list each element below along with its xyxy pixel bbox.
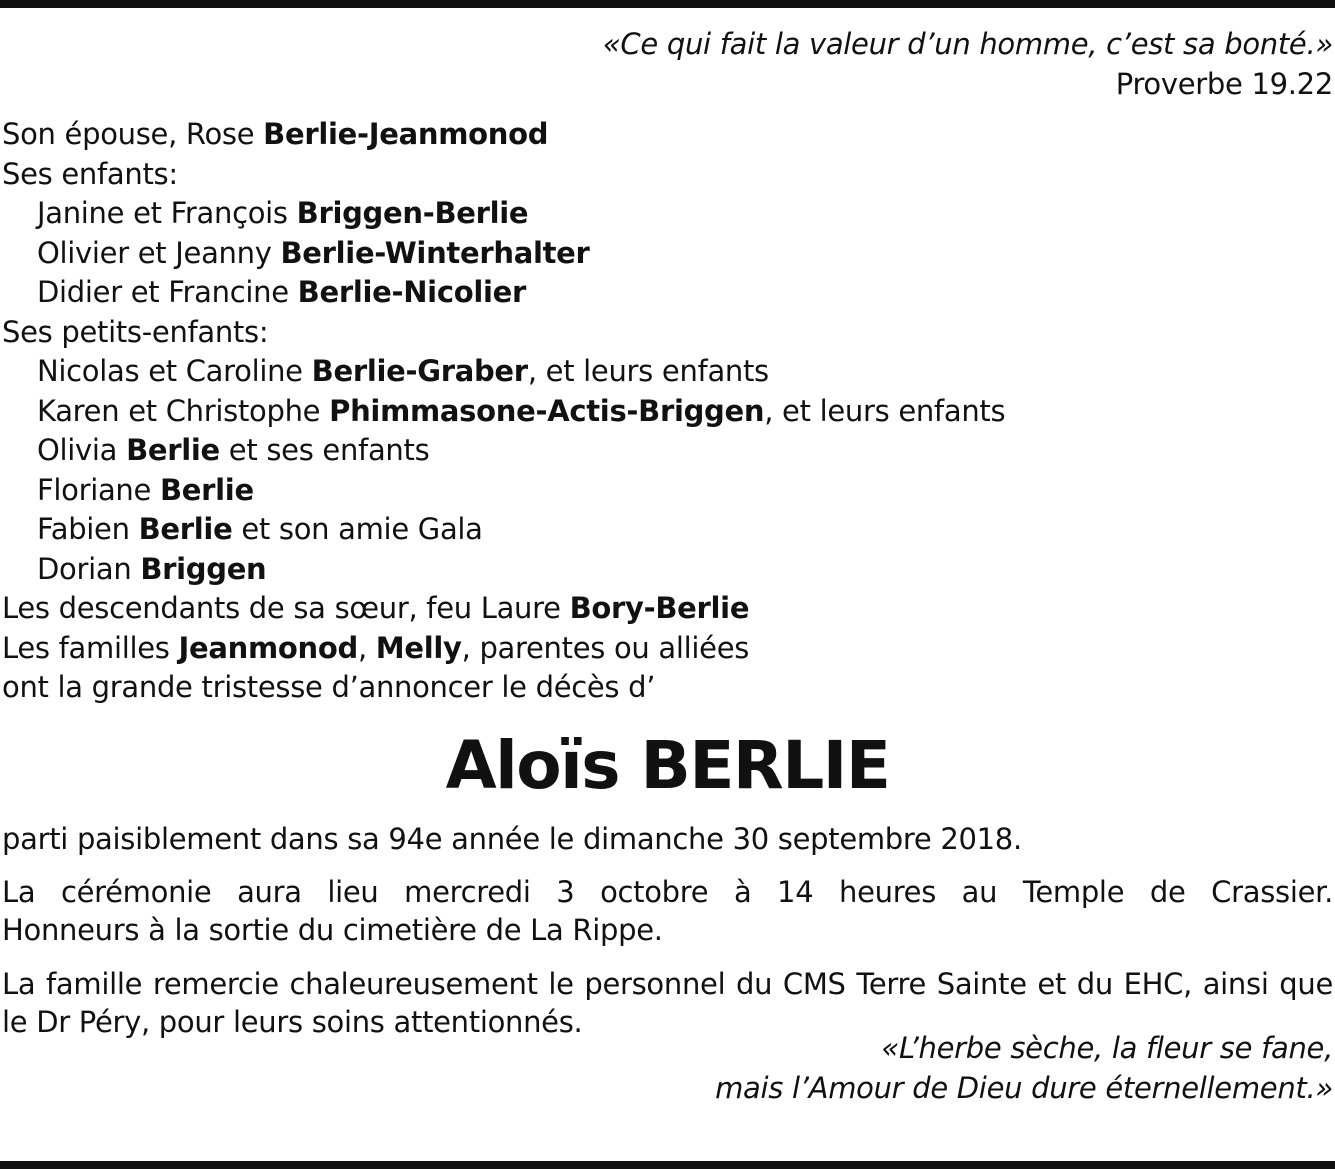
grandchild-surname: Phimmasone-Actis-Briggen (329, 393, 765, 428)
child-line: Didier et Francine Berlie-Nicolier (37, 275, 526, 309)
opening-quote-reference: Proverbe 19.22 (1115, 67, 1333, 101)
family-name-1: Jeanmonod (178, 630, 358, 665)
top-border-rule (0, 0, 1335, 8)
children-heading: Ses enfants: (2, 156, 178, 191)
grandchild-surname: Berlie (138, 512, 233, 546)
sister-surname: Bory-Berlie (569, 591, 750, 625)
child-line: Janine et François Briggen-Berlie (37, 196, 529, 230)
grandchild-surname: Berlie (159, 472, 254, 507)
passing-paragraph: parti paisiblement dans sa 94e année le dimanche 30 septembre 2018. (2, 822, 1022, 856)
thanks-paragraph: La famille remercie chaleureusement le personnel du CMS Terre Sainte et du EHC, ainsi que le Dr Péry, pour leurs soins attentionnés. (2, 967, 1333, 1039)
grandchildren-heading: Ses petits-enfants: (2, 314, 269, 349)
families-line: Les familles Jeanmonod, Melly, parentes ou alliées (2, 630, 750, 665)
spouse-name: Berlie-Jeanmonod (263, 117, 549, 151)
grandchild-line: Fabien Berlie et son amie Gala (37, 512, 483, 546)
spouse-line: Son épouse, Rose Berlie-Jeanmonod (2, 117, 549, 151)
grandchild-line: Nicolas et Caroline Berlie-Graber, et leurs enfants (37, 354, 769, 388)
grandchild-surname: Berlie (126, 433, 220, 467)
grandchild-line: Karen et Christophe Phimmasone-Actis-Briggen, et leurs enfants (37, 393, 1006, 428)
bottom-border-rule (0, 1161, 1335, 1169)
family-list (2, 115, 1005, 708)
grandchild-line: Floriane Berlie (37, 472, 254, 507)
announcement-line: ont la grande tristesse d’annoncer le décès d’ (2, 670, 656, 704)
child-surname: Berlie-Winterhalter (280, 235, 590, 270)
sister-descendants-line: Les descendants de sa sœur, feu Laure Bory-Berlie (2, 591, 750, 625)
grandchild-surname: Briggen (140, 551, 267, 586)
deceased-name: Aloïs BERLIE (445, 727, 890, 804)
opening-quote: «Ce qui fait la valeur d’un homme, c’est sa bonté.» (602, 27, 1333, 61)
grandchild-line: Dorian Briggen (37, 551, 267, 586)
ceremony-line-2: Honneurs à la sortie du cimetière de La Rippe. (2, 913, 663, 947)
child-surname: Berlie-Nicolier (297, 275, 526, 309)
opening-epigraph (603, 24, 1333, 104)
ceremony-line-1: La cérémonie aura lieu mercredi 3 octobre à 14 heures au Temple de Crassier. (2, 875, 1333, 909)
family-name-2: Melly (375, 630, 462, 665)
closing-quote-line-1: «L’herbe sèche, la fleur se fane, (881, 1031, 1333, 1065)
ceremony-paragraph (2, 873, 1333, 949)
child-surname: Briggen-Berlie (296, 196, 529, 230)
child-line: Olivier et Jeanny Berlie-Winterhalter (37, 235, 590, 270)
grandchild-surname: Berlie-Graber (311, 354, 528, 388)
closing-epigraph (715, 1028, 1333, 1108)
closing-quote-line-2: mais l’Amour de Dieu dure éternellement.» (715, 1071, 1333, 1105)
grandchild-line: Olivia Berlie et ses enfants (37, 433, 430, 467)
